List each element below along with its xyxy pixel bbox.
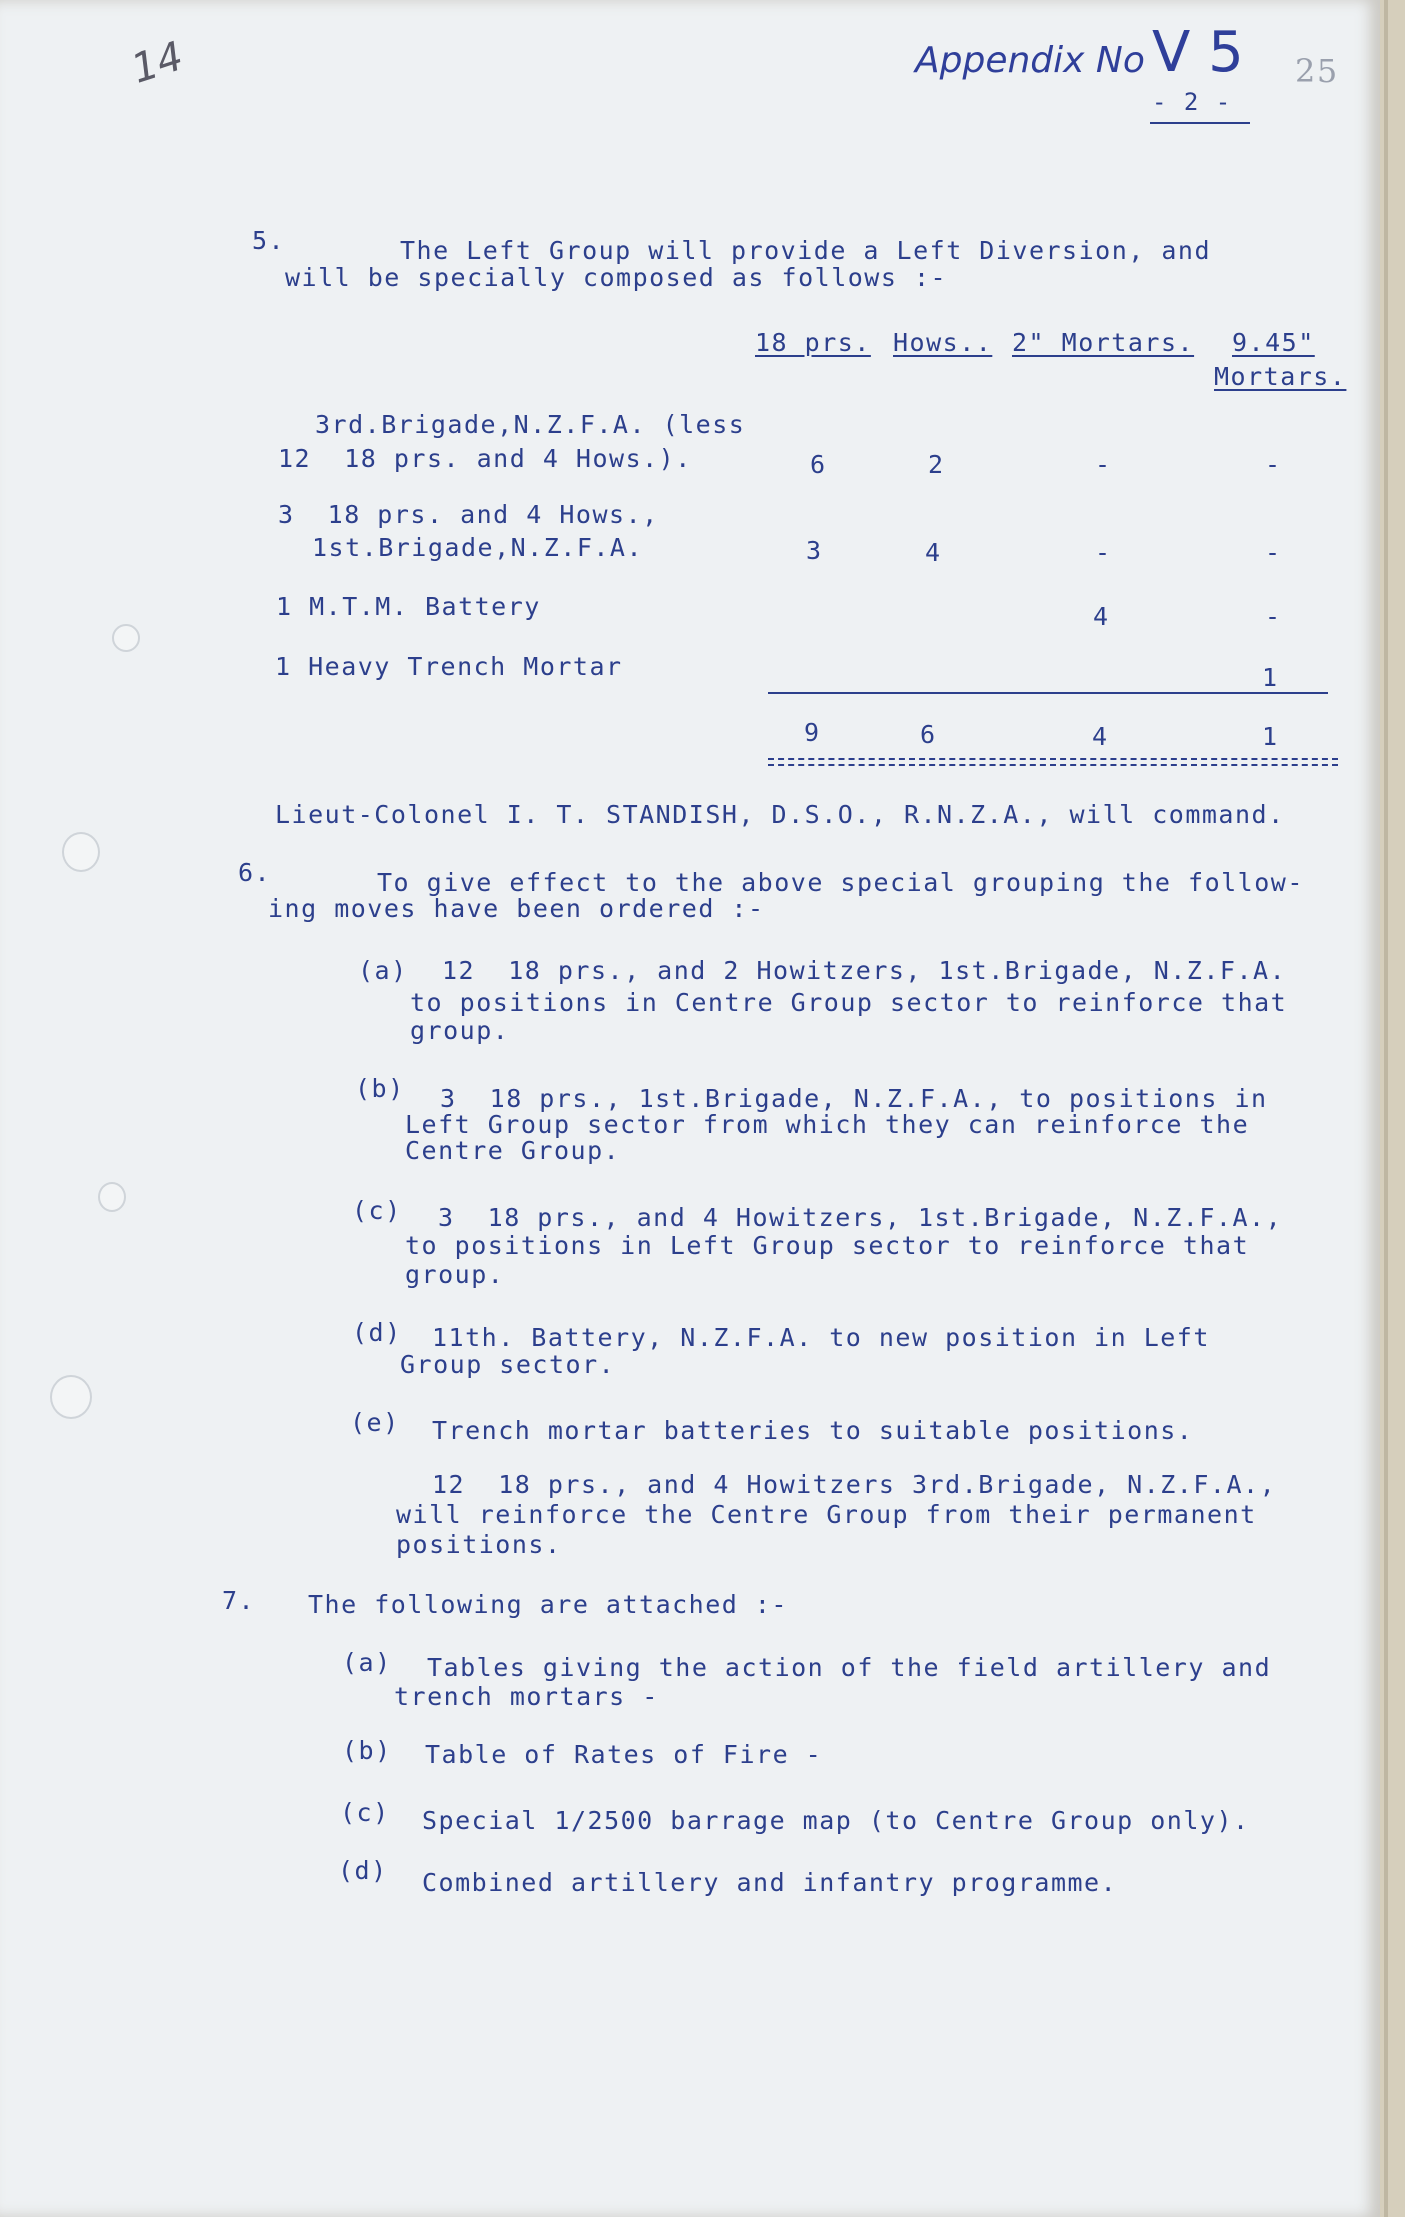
para6-item-e-line1: Trench mortar batteries to suitable positions. [432, 1416, 1194, 1445]
col-header-2in-mortars: 2" Mortars. [1012, 328, 1195, 357]
para7-item-c-mark: (c) [340, 1798, 390, 1827]
para6-item-e-mark: (e) [350, 1408, 400, 1437]
col-header-18prs: 18 prs. [755, 328, 871, 357]
para6-item-c-line1: 3 18 prs., and 4 Howitzers, 1st.Brigade, N.Z.F.A., [438, 1203, 1283, 1232]
subtotal-rule [768, 692, 1328, 694]
para6-line2: ing moves have been ordered :- [268, 894, 765, 923]
folio-number: 14 [126, 33, 189, 93]
total-double-rule [768, 758, 1338, 760]
row1-value-18prs: 6 [810, 450, 827, 479]
appendix-label: Appendix No [915, 40, 1145, 81]
row2-value-18prs: 3 [806, 536, 823, 565]
para6-item-d-mark: (d) [352, 1318, 402, 1347]
row4-label: 1 Heavy Trench Mortar [275, 652, 623, 681]
row1-value-2in: - [1095, 450, 1112, 479]
para7-item-a-line1: Tables giving the action of the field artillery and [427, 1653, 1272, 1682]
para7-number: 7. [222, 1586, 256, 1615]
punch-hole [62, 832, 100, 872]
row1-value-945: - [1265, 450, 1282, 479]
para6-item-d-line1: 11th. Battery, N.Z.F.A. to new position in Left [432, 1323, 1210, 1352]
para5-command: Lieut-Colonel I. T. STANDISH, D.S.O., R.N.Z.A., will command. [275, 800, 1285, 829]
para6-item-b-line1: 3 18 prs., 1st.Brigade, N.Z.F.A., to positions in [440, 1084, 1268, 1113]
para5-line2: will be specially composed as follows :- [285, 263, 948, 292]
punch-hole [112, 624, 140, 652]
stamp-number: 25 [1295, 52, 1339, 90]
para5-number: 5. [252, 226, 286, 255]
para7-item-c-line1: Special 1/2500 barrage map (to Centre Group only). [422, 1806, 1250, 1835]
total-2in: 4 [1092, 722, 1109, 751]
page-marker: - 2 - [1152, 88, 1232, 116]
row2-value-945: - [1265, 538, 1282, 567]
row2-label-line1: 3 18 prs. and 4 Hows., [278, 500, 659, 529]
row3-value-945: - [1265, 602, 1282, 631]
para6-item-a-mark: (a) [358, 956, 408, 985]
appendix-number: V 5 [1152, 20, 1244, 85]
para7-item-a-mark: (a) [342, 1648, 392, 1677]
para7-line1: The following are attached :- [308, 1590, 788, 1619]
punch-hole [50, 1375, 92, 1419]
para7-item-b-mark: (b) [342, 1736, 392, 1765]
para6-item-c-line2: to positions in Left Group sector to reinforce that [405, 1231, 1250, 1260]
para6-item-c-line3: group. [405, 1260, 505, 1289]
total-double-rule-lower [768, 764, 1338, 766]
total-945: 1 [1262, 722, 1279, 751]
para6-line1: To give effect to the above special grouping the follow- [377, 868, 1304, 897]
total-18prs: 9 [804, 718, 821, 747]
para6-item-b-line2: Left Group sector from which they can reinforce the [405, 1110, 1250, 1139]
para7-item-b-line1: Table of Rates of Fire - [425, 1740, 823, 1769]
para6-number: 6. [238, 858, 272, 887]
para6-item-a-line3: group. [410, 1016, 510, 1045]
punch-hole [98, 1182, 126, 1212]
row1-value-hows: 2 [928, 450, 945, 479]
col-header-hows: Hows.. [893, 328, 993, 357]
para6-item-c-mark: (c) [352, 1196, 402, 1225]
row1-label-line1: 3rd.Brigade,N.Z.F.A. (less [315, 410, 746, 439]
row2-label-line2: 1st.Brigade,N.Z.F.A. [312, 533, 644, 562]
total-hows: 6 [920, 720, 937, 749]
para6-closing-line3: positions. [396, 1530, 562, 1559]
para6-item-b-line3: Centre Group. [405, 1136, 621, 1165]
row2-value-2in: - [1095, 538, 1112, 567]
row1-label-line2: 12 18 prs. and 4 Hows.). [278, 444, 692, 473]
para7-item-d-line1: Combined artillery and infantry programme. [422, 1868, 1118, 1897]
para7-item-a-line2: trench mortars - [394, 1682, 659, 1711]
para6-item-d-line2: Group sector. [400, 1350, 616, 1379]
page-marker-underline [1150, 122, 1250, 124]
col-header-945-mortars: 9.45" [1232, 328, 1315, 357]
para7-item-d-mark: (d) [338, 1856, 388, 1885]
page-edge-shadow [1384, 0, 1388, 2217]
para6-item-b-mark: (b) [355, 1074, 405, 1103]
col-header-945-mortars-line2: Mortars. [1214, 362, 1347, 391]
para6-item-a-line2: to positions in Centre Group sector to reinforce that [410, 988, 1288, 1017]
row3-label: 1 M.T.M. Battery [276, 592, 541, 621]
para5-line1: The Left Group will provide a Left Diversion, and [400, 236, 1212, 265]
row3-value-2in: 4 [1093, 602, 1110, 631]
para6-item-a-line1: 12 18 prs., and 2 Howitzers, 1st.Brigade, N.Z.F.A. [442, 956, 1287, 985]
para6-closing-line1: 12 18 prs., and 4 Howitzers 3rd.Brigade, N.Z.F.A., [432, 1470, 1277, 1499]
para6-closing-line2: will reinforce the Centre Group from their permanent [396, 1500, 1257, 1529]
row4-value-945: 1 [1262, 663, 1279, 692]
row2-value-hows: 4 [925, 538, 942, 567]
